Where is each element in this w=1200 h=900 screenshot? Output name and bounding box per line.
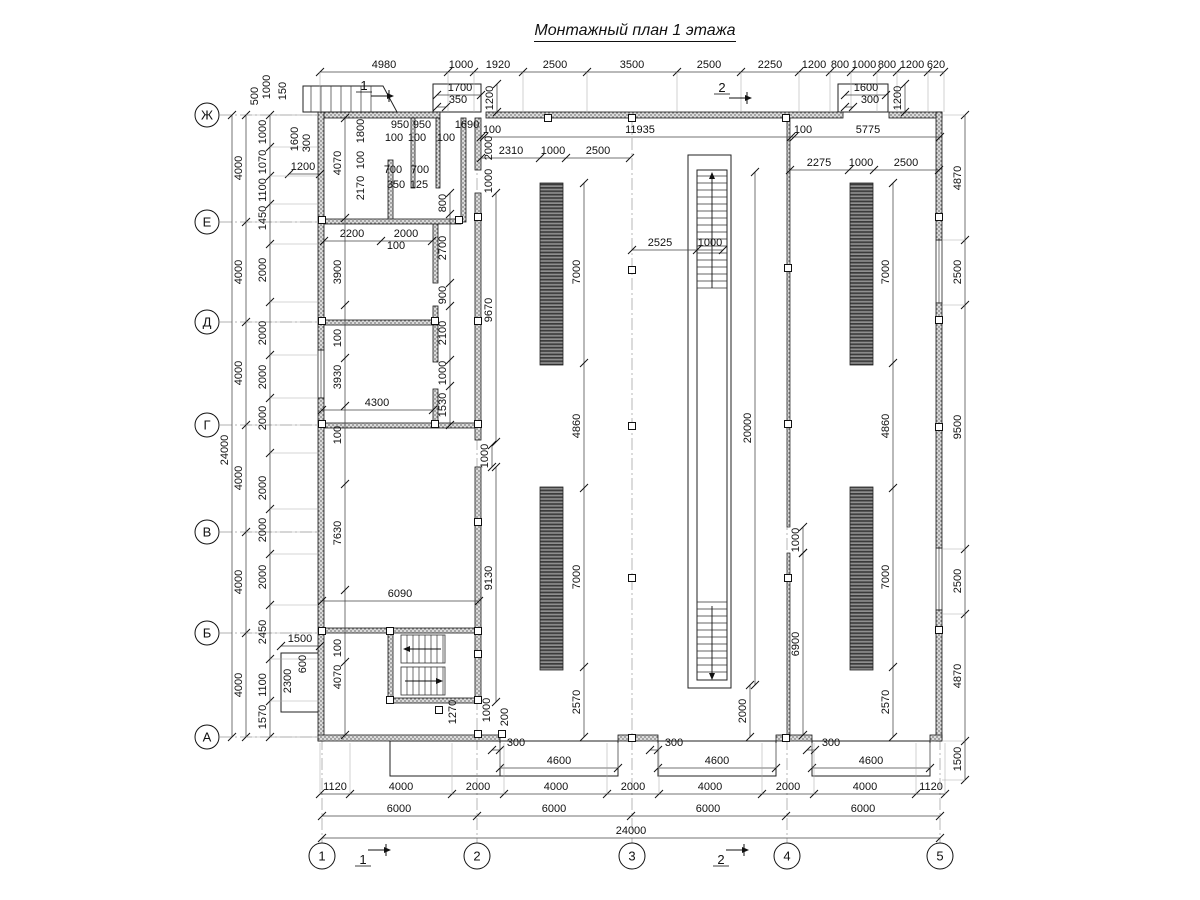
dim-label: 100 [386,240,406,252]
dim-label: 9130 [483,565,495,591]
arrow-head [709,673,715,680]
axis-label: 3 [628,848,636,864]
arrow-head [387,93,394,99]
dim-label: 2250 [757,59,783,71]
dim-label: 1600 [853,82,879,94]
dim-label: 300 [860,94,880,106]
dim-label: 1800 [355,118,367,144]
dim-label: 300 [301,133,313,153]
dim-label: 1000 [851,59,877,71]
axis-label: Г [203,417,211,433]
wall [318,735,500,741]
wall [324,628,481,633]
dim-label: 2000 [257,564,269,590]
dim-label: 6090 [387,588,413,600]
dim-label: 100 [355,150,367,170]
column-square [629,267,636,274]
axis-label: 2 [473,848,481,864]
dim-label: 1200 [801,59,827,71]
dim-label: 2525 [647,237,673,249]
dim-label: 2000 [257,257,269,283]
wall [475,193,481,440]
dim-label: 2000 [737,698,749,724]
dim-label: 3500 [619,59,645,71]
wall [388,633,393,703]
column-square [785,421,792,428]
dim-label: 2100 [437,320,449,346]
dim-label: 2450 [257,619,269,645]
dim-label: 950 [390,119,410,131]
dim-label: 2200 [339,228,365,240]
column-square [499,731,506,738]
dim-label: 2000 [465,781,491,793]
dim-label: 2000 [620,781,646,793]
dim-label: 1700 [447,82,473,94]
wall [318,398,324,741]
dim-label: 7000 [880,564,892,590]
column-square [783,735,790,742]
column-square [475,731,482,738]
axis-label: А [202,729,212,745]
outline-rect [390,741,500,776]
dim-label: 1000 [261,74,273,100]
dim-label: 2500 [893,157,919,169]
dim-label: 4000 [233,465,245,491]
dim-label: 300 [506,737,526,749]
conveyor-strip [540,487,563,670]
column-square [936,424,943,431]
dim-label: 5775 [855,124,881,136]
dim-label: 700 [383,164,403,176]
conveyor-strip [540,183,563,365]
arrow-head [709,172,715,179]
dim-label: 1000 [848,157,874,169]
conveyor-strip [850,183,873,365]
dim-label: 1200 [290,161,316,173]
dim-label: 4870 [952,663,964,689]
column-square [629,115,636,122]
dim-label: 2310 [498,145,524,157]
dim-label: 100 [407,132,427,144]
column-square [629,735,636,742]
dim-label: 2570 [571,689,583,715]
dim-label: 2170 [355,175,367,201]
dim-label: 1200 [484,85,496,111]
dim-label: 2500 [542,59,568,71]
arrow-head [745,95,752,101]
section-marker-label: 2 [717,852,725,867]
dim-label: 1100 [257,673,269,697]
dim-label: 1070 [257,149,269,175]
arrow-head [742,847,749,853]
column-square [475,318,482,325]
dim-label: 4000 [233,672,245,698]
dim-label: 2000 [257,475,269,501]
column-square [475,519,482,526]
dim-label: 2000 [257,517,269,543]
dim-label: 100 [332,425,344,445]
dim-label: 100 [482,124,502,136]
column-square [785,575,792,582]
dim-label: 1000 [257,119,269,145]
dim-label: 9500 [952,414,964,440]
column-square [785,265,792,272]
dim-label: 6000 [850,803,876,815]
arrow-head [384,847,391,853]
dim-label: 1500 [287,633,313,645]
wall [618,735,658,741]
dim-label: 6000 [541,803,567,815]
dim-label: 2700 [437,235,449,261]
dim-label: 350 [448,94,468,106]
axis-label: В [202,524,212,540]
dim-label: 800 [830,59,850,71]
dim-label: 1000 [697,237,723,249]
dim-label: 4860 [880,413,892,439]
dim-label: 1270 [447,699,459,725]
column-square [319,628,326,635]
dim-label: 800 [877,59,897,71]
column-square [319,318,326,325]
dim-label: 4000 [233,155,245,181]
dim-label: 2500 [952,259,964,285]
section-marker-label: 1 [360,78,368,93]
arrow-head [436,678,443,684]
dim-label: 20000 [742,412,754,444]
dim-label: 2275 [806,157,832,169]
dim-label: 2000 [257,405,269,431]
dim-label: 2000 [775,781,801,793]
dim-label: 1530 [437,392,449,418]
column-square [783,115,790,122]
dim-label: 1120 [323,781,347,793]
dim-label: 500 [249,86,261,106]
dim-label: 1570 [257,704,269,730]
dim-label: 800 [437,193,449,213]
dim-label: 4980 [371,59,397,71]
column-square [936,317,943,324]
dim-label: 2000 [257,364,269,390]
axis-label: Ж [200,107,214,123]
dim-label: 7630 [332,520,344,546]
dim-label: 2500 [585,145,611,157]
axis-label: 5 [936,848,944,864]
dim-label: 4070 [332,664,344,690]
drawing-title: Монтажный план 1 этажа [470,22,800,40]
dim-label: 2300 [282,668,294,694]
axis-label: 4 [783,848,791,864]
wall [324,423,481,428]
partition-wall [787,118,790,527]
dim-label: 620 [926,59,946,71]
outline-rect [688,155,731,688]
axis-label: Е [202,214,212,230]
dim-label: 4000 [233,569,245,595]
dim-label: 2500 [952,568,964,594]
dim-label: 900 [437,285,449,305]
dim-label: 4300 [364,397,390,409]
column-square [319,217,326,224]
dim-label: 1690 [454,119,480,131]
column-square [436,707,443,714]
dim-label: 950 [412,119,432,131]
column-square [475,651,482,658]
dim-label: 100 [793,124,813,136]
column-square [475,628,482,635]
wall [436,118,440,188]
dim-label: 6900 [790,631,802,657]
dim-label: 200 [499,707,511,727]
dim-label: 2000 [257,320,269,346]
dim-label: 6000 [386,803,412,815]
dim-label: 1200 [899,59,925,71]
entrance-stair [303,86,397,112]
dim-label: 300 [664,737,684,749]
column-square [629,575,636,582]
dim-label: 2500 [696,59,722,71]
wall [889,112,942,118]
column-square [936,214,943,221]
dim-label: 2000 [483,135,495,161]
dim-label: 1450 [257,205,269,231]
dim-label: 1000 [790,527,802,553]
dim-label: 100 [384,132,404,144]
wall [776,735,812,741]
wall [930,735,942,741]
dim-label: 1000 [540,145,566,157]
dim-label: 2000 [393,228,419,240]
dim-label: 4000 [388,781,414,793]
dim-label: 1600 [289,126,301,152]
dim-label: 4000 [543,781,569,793]
dim-label: 1000 [481,697,493,723]
dim-label: 4070 [332,150,344,176]
dim-label: 4870 [952,165,964,191]
dim-label: 1100 [257,178,269,202]
dim-label: 3900 [332,259,344,285]
axis-label: 1 [318,848,326,864]
column-square [319,421,326,428]
wall [320,112,440,118]
dim-label: 300 [821,737,841,749]
dim-label: 7000 [571,259,583,285]
column-square [936,627,943,634]
dim-label: 1120 [919,781,943,793]
dim-label: 150 [277,81,289,101]
dim-label: 7000 [880,259,892,285]
dim-label: 1200 [892,85,904,111]
dim-label: 1000 [483,168,495,194]
column-square [387,697,394,704]
conveyor-strip [850,487,873,670]
dim-label: 1920 [485,59,511,71]
column-square [432,421,439,428]
column-square [475,421,482,428]
dim-label: 1000 [437,360,449,386]
dim-label: 1000 [448,59,474,71]
section-marker-label: 1 [359,852,367,867]
dim-label: 4600 [704,755,730,767]
dim-label: 24000 [219,434,231,466]
dim-label: 600 [297,654,309,674]
section-marker-label: 2 [718,80,726,95]
dim-label: 3930 [332,364,344,390]
dim-label: 4000 [697,781,723,793]
dim-label: 4600 [858,755,884,767]
dim-label: 100 [436,132,456,144]
wall [318,112,324,350]
dim-label: 4860 [571,413,583,439]
dim-label: 100 [332,328,344,348]
dim-label: 4000 [852,781,878,793]
dim-label: 7000 [571,564,583,590]
dim-label: 9670 [483,297,495,323]
column-square [387,628,394,635]
wall [324,320,438,325]
dim-label: 700 [410,164,430,176]
dim-label: 100 [332,638,344,658]
wall [388,698,478,703]
dim-label: 125 [409,179,429,191]
dim-label: 24000 [615,825,647,837]
axis-label: Д [202,314,212,330]
dim-label: 4600 [546,755,572,767]
dim-label: 6000 [695,803,721,815]
dim-label: 4000 [233,360,245,386]
dim-label: 1000 [479,443,491,469]
wall [475,467,481,700]
column-square [456,217,463,224]
column-square [545,115,552,122]
arrow-head [403,646,410,652]
wall [324,219,461,224]
dim-label: 11935 [625,124,655,136]
dim-label: 2570 [880,689,892,715]
dim-label: 1500 [952,746,964,772]
dim-label: 350 [386,179,406,191]
dim-label: 4000 [233,259,245,285]
column-square [629,423,636,430]
wall [461,118,466,222]
column-square [475,214,482,221]
axis-label: Б [202,625,212,641]
